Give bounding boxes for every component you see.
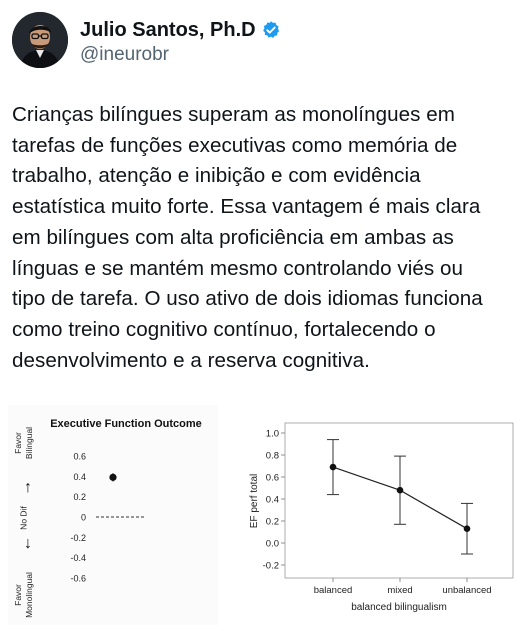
data-point xyxy=(464,525,471,532)
side-label-text: No Dif xyxy=(18,506,29,530)
x-axis-label: balanced bilingualism xyxy=(351,602,447,613)
chart-background xyxy=(8,405,218,625)
data-point xyxy=(330,464,337,471)
tweet-header xyxy=(12,12,512,68)
y-tick-label: 0.2 xyxy=(73,492,86,503)
y-tick-label: -0.2 xyxy=(262,560,279,572)
y-tick-label: 0.6 xyxy=(73,451,86,462)
ef-perf-chart xyxy=(235,415,525,620)
side-label-text: Monolingual xyxy=(24,572,34,618)
y-tick-label: 0 xyxy=(80,512,86,523)
avatar[interactable] xyxy=(12,12,68,68)
y-tick-label: 0.4 xyxy=(265,494,279,506)
y-axis-label: EF perf total xyxy=(249,473,260,529)
y-tick-label: 0.4 xyxy=(73,471,86,482)
x-tick-label: unbalanced xyxy=(442,585,492,596)
side-label-text: Favor xyxy=(13,432,23,454)
y-tick-label: -0.6 xyxy=(70,573,86,584)
display-name[interactable]: Julio Santos, Ph.D xyxy=(80,19,256,41)
side-label xyxy=(19,506,29,530)
y-tick-label: 0.0 xyxy=(265,538,279,550)
y-tick-label: -0.2 xyxy=(70,532,86,543)
side-label-text: Bilingual xyxy=(24,426,34,460)
y-tick-label: 1.0 xyxy=(265,428,279,440)
effect-point xyxy=(109,474,116,481)
user-handle[interactable]: @ineurobr xyxy=(80,44,169,65)
y-tick-label: 0.2 xyxy=(265,516,279,528)
x-tick-label: mixed xyxy=(387,585,413,596)
y-tick-label: 0.8 xyxy=(265,450,279,462)
y-tick-label: 0.6 xyxy=(265,472,279,484)
y-tick-label: -0.4 xyxy=(70,553,86,564)
name-row xyxy=(80,18,281,42)
verified-badge-icon xyxy=(261,20,281,40)
arrow-up-icon: ↑ xyxy=(24,479,32,496)
executive-function-chart xyxy=(8,405,218,625)
tweet-text: Crianças bilíngues superam as monolíngues em tarefas de funções executivas como memória de trabalho, atenção e inibição e com evidência estatística muito forte. Essa vantagem é mais clara em bilíngues com alta proficiência em ambas as línguas e se mantém mesmo controlando viés ou tipo de tarefa. O uso ativo de dois idiomas funciona como treino cognitivo contínuo, fortalecendo o desenvolvimento e a reserva cognitiva. xyxy=(12,103,483,372)
x-tick-label: balanced xyxy=(313,585,353,596)
data-point xyxy=(397,487,404,494)
arrow-down-icon: ↓ xyxy=(24,535,32,552)
chart-title: Executive Function Outcome xyxy=(50,418,202,430)
user-avatar-icon xyxy=(12,12,68,68)
side-label-text: Favor xyxy=(13,584,23,606)
